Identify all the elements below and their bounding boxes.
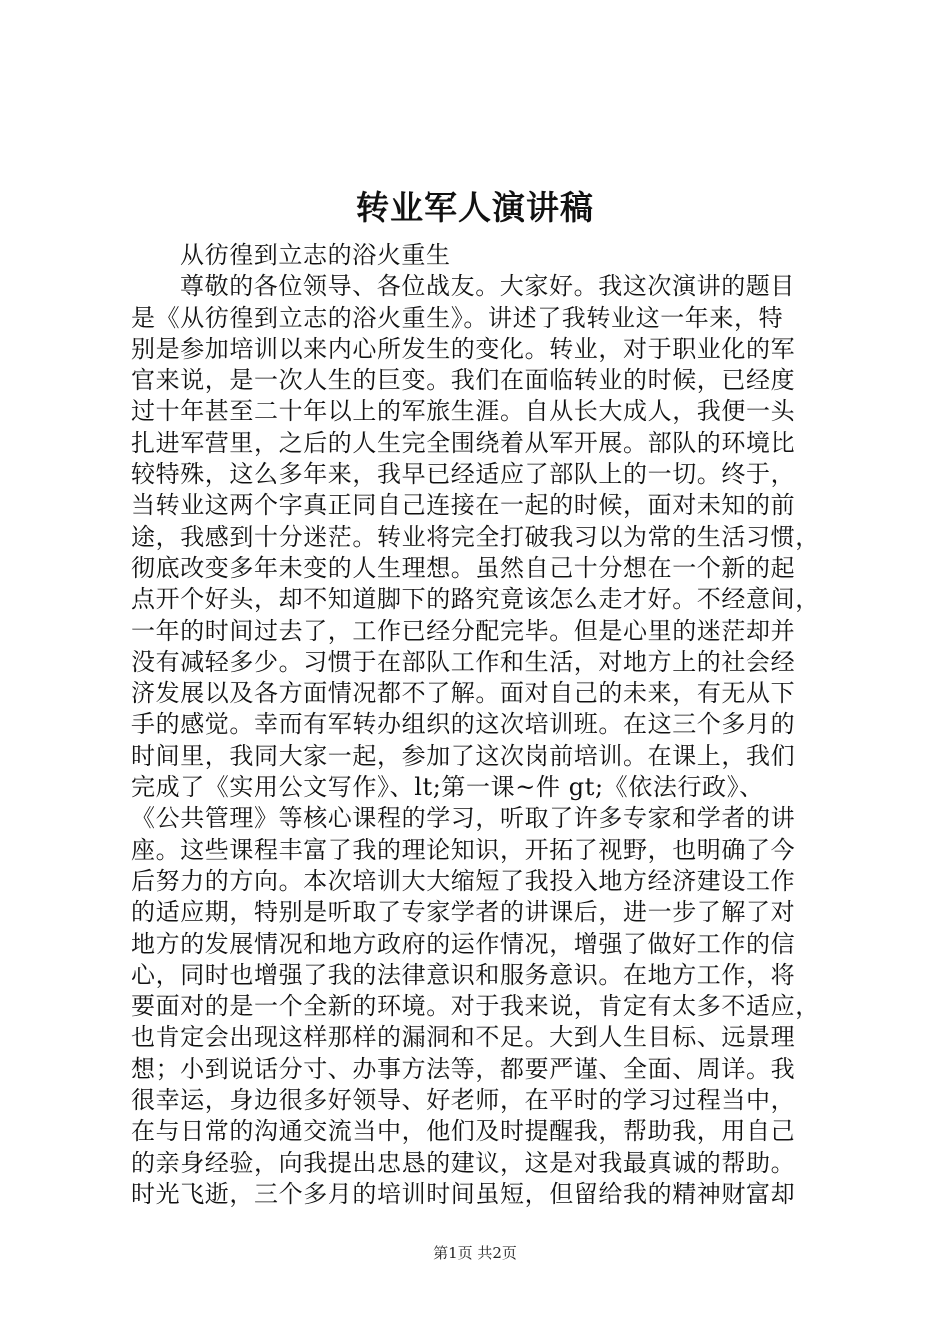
page-number-footer: 第1页 共2页 (433, 1244, 517, 1262)
body-line: 在与日常的沟通交流当中，他们及时提醒我，帮助我，用自己 (131, 1117, 796, 1146)
body-line: 心，同时也增强了我的法律意识和服务意识。在地方工作，将 (131, 960, 796, 989)
body-line: 时间里，我同大家一起，参加了这次岗前培训。在课上，我们 (131, 741, 796, 770)
body-line: 彻底改变多年未变的人生理想。虽然自己十分想在一个新的起 (131, 553, 796, 582)
body-line: 完成了《实用公文写作》、lt;第一课~件 gt;《依法行政》、 (131, 773, 764, 802)
subtitle-line: 从彷徨到立志的浴火重生 (180, 241, 451, 269)
document-body (131, 240, 831, 1210)
body-line: 地方的发展情况和地方政府的运作情况，增强了做好工作的信 (131, 929, 796, 958)
body-line: 较特殊，这么多年来，我早已经适应了部队上的一切。终于， (131, 460, 796, 489)
body-line: 时光飞逝，三个多月的培训时间虽短，但留给我的精神财富却 (131, 1179, 796, 1208)
body-line: 的适应期，特别是听取了专家学者的讲课后，进一步了解了对 (131, 898, 796, 927)
document-title: 转业军人演讲稿 (356, 188, 594, 227)
body-line: 很幸运，身边很多好领导、好老师，在平时的学习过程当中， (131, 1086, 796, 1115)
body-line: 点开个好头，却不知道脚下的路究竟该怎么走才好。不经意间， (131, 585, 820, 614)
body-line: 途，我感到十分迷茫。转业将完全打破我习以为常的生活习惯， (131, 522, 820, 551)
body-line: 《公共管理》等核心课程的学习，听取了许多专家和学者的讲 (131, 804, 796, 833)
body-line: 扎进军营里，之后的人生完全围绕着从军开展。部队的环境比 (131, 428, 796, 457)
body-line: 也肯定会出现这样那样的漏洞和不足。大到人生目标、远景理 (131, 1023, 796, 1052)
body-line: 的亲身经验，向我提出忠恳的建议，这是对我最真诚的帮助。 (131, 1148, 796, 1177)
body-line: 一年的时间过去了，工作已经分配完毕。但是心里的迷茫却并 (131, 616, 796, 645)
body-line: 后努力的方向。本次培训大大缩短了我投入地方经济建设工作 (131, 866, 796, 895)
body-line: 没有减轻多少。习惯于在部队工作和生活，对地方上的社会经 (131, 647, 796, 676)
body-line: 当转业这两个字真正同自己连接在一起的时候，面对未知的前 (131, 491, 796, 520)
body-line: 别是参加培训以来内心所发生的变化。转业，对于职业化的军 (131, 334, 796, 363)
body-line: 座。这些课程丰富了我的理论知识，开拓了视野，也明确了今 (131, 835, 796, 864)
body-line: 官来说，是一次人生的巨变。我们在面临转业的时候，已经度 (131, 366, 796, 395)
body-line: 过十年甚至二十年以上的军旅生涯。自从长大成人，我便一头 (131, 397, 796, 426)
body-line: 是《从彷徨到立志的浴火重生》。讲述了我转业这一年来，特 (131, 303, 784, 332)
body-line: 济发展以及各方面情况都不了解。面对自己的未来，有无从下 (131, 679, 796, 708)
body-line: 手的感觉。幸而有军转办组织的这次培训班。在这三个多月的 (131, 710, 796, 739)
body-line: 想；小到说话分寸、办事方法等，都要严谨、全面、周详。我 (131, 1054, 796, 1083)
body-line: 要面对的是一个全新的环境。对于我来说，肯定有太多不适应， (131, 992, 820, 1021)
body-line: 尊敬的各位领导、各位战友。大家好。我这次演讲的题目 (180, 272, 795, 301)
